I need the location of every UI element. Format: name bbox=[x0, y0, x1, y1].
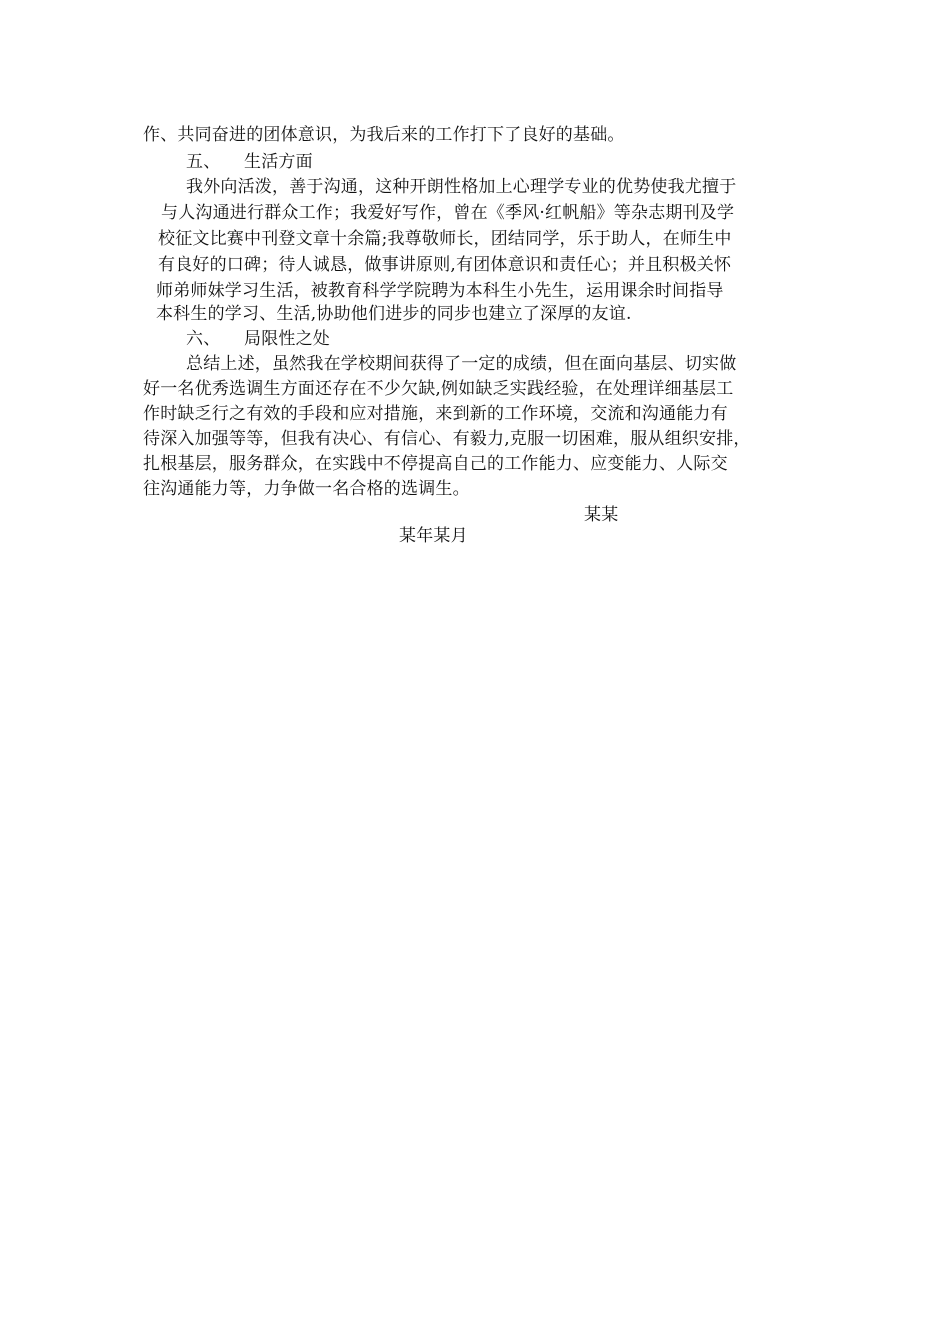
paragraph-line: 我外向活泼，善于沟通，这种开朗性格加上心理学专业的优势使我尤擅于 bbox=[186, 177, 737, 197]
section-title: 局限性之处 bbox=[244, 329, 330, 349]
section-heading bbox=[186, 150, 313, 174]
paragraph-line: 作、共同奋进的团体意识，为我后来的工作打下了良好的基础。 bbox=[143, 125, 625, 145]
paragraph-line: 师弟师妹学习生活，被教育科学学院聘为本科生小先生，运用课余时间指导 bbox=[156, 281, 724, 301]
paragraph-line: 校征文比赛中刊登文章十余篇;我尊敬师长，团结同学，乐于助人，在师生中 bbox=[158, 229, 732, 249]
signature-date: 某年某月 bbox=[399, 526, 468, 546]
paragraph-line: 与人沟通进行群众工作；我爱好写作，曾在《季风·红帆船》等杂志期刊及学 bbox=[161, 203, 735, 223]
paragraph-line: 好一名优秀选调生方面还存在不少欠缺,例如缺乏实践经验，在处理详细基层工 bbox=[143, 379, 734, 399]
section-heading bbox=[186, 327, 330, 351]
paragraph-line: 有良好的口碑；待人诚恳，做事讲原则,有团体意识和责任心；并且积极关怀 bbox=[158, 255, 732, 275]
paragraph-line: 总结上述，虽然我在学校期间获得了一定的成绩，但在面向基层、切实做 bbox=[186, 354, 737, 374]
section-number: 六、 bbox=[186, 329, 221, 349]
section-number: 五、 bbox=[186, 152, 221, 172]
paragraph-line: 本科生的学习、生活,协助他们进步的同步也建立了深厚的友谊. bbox=[156, 304, 632, 324]
signature-name: 某某 bbox=[584, 505, 619, 525]
paragraph-line: 待深入加强等等，但我有决心、有信心、有毅力,克服一切困难，服从组织安排， bbox=[143, 429, 751, 449]
paragraph-line: 往沟通能力等，力争做一名合格的选调生。 bbox=[143, 479, 470, 499]
paragraph-line: 扎根基层，服务群众，在实践中不停提高自己的工作能力、应变能力、人际交 bbox=[143, 454, 728, 474]
paragraph-line: 作时缺乏行之有效的手段和应对措施，来到新的工作环境，交流和沟通能力有 bbox=[143, 404, 728, 424]
section-title: 生活方面 bbox=[244, 152, 313, 172]
